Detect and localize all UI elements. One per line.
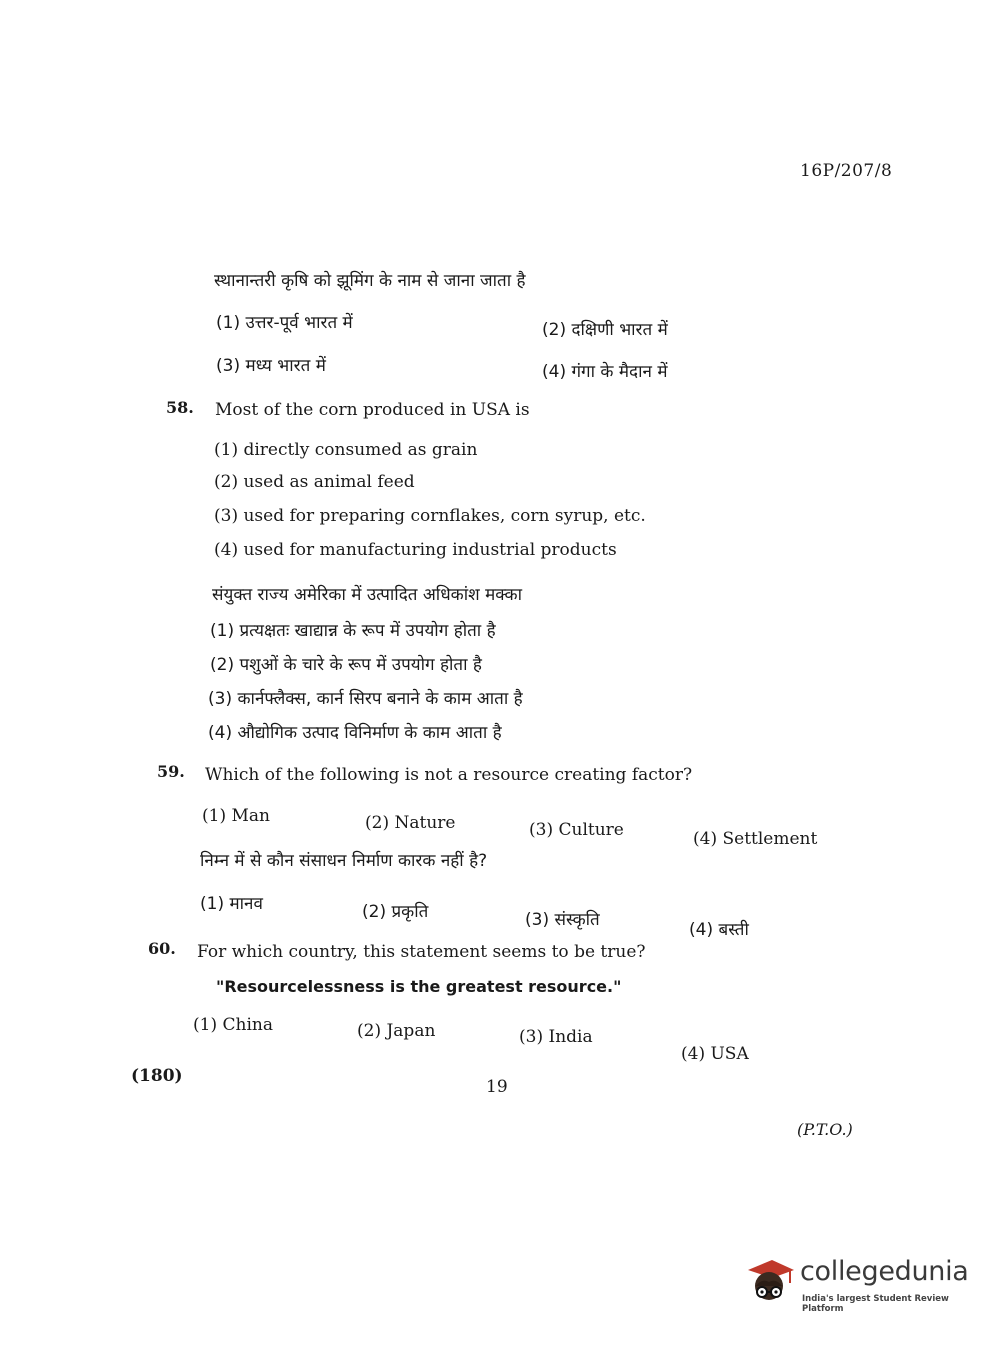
q59-hindi-text: निम्न में से कौन संसाधन निर्माण कारक नहीं है? xyxy=(200,851,488,871)
q60-option-1: (1) China xyxy=(193,1015,273,1035)
q58-question-text: Most of the corn produced in USA is xyxy=(215,400,530,420)
q60-option-3: (3) India xyxy=(519,1027,593,1047)
q58-hindi-option-1: (1) प्रत्यक्षतः खाद्यान्न के रूप में उपयोग होता है xyxy=(210,621,496,641)
q60-quote: "Resourcelessness is the greatest resource." xyxy=(216,977,622,996)
q60-option-2: (2) Japan xyxy=(357,1021,436,1041)
paper-code: 16P/207/8 xyxy=(800,161,893,181)
q59-question-text: Which of the following is not a resource creating factor? xyxy=(205,765,693,785)
q57-hindi-option-1: (1) उत्तर-पूर्व भारत में xyxy=(216,313,353,333)
q60-number: 60. xyxy=(148,939,176,958)
q58-option-2: (2) used as animal feed xyxy=(214,472,415,492)
q58-number: 58. xyxy=(166,398,194,417)
logo-name: collegedunia xyxy=(800,1256,969,1287)
logo-tagline: India's largest Student Review Platform xyxy=(802,1294,949,1314)
q58-option-1: (1) directly consumed as grain xyxy=(214,440,478,460)
question-count: (180) xyxy=(131,1066,183,1086)
q57-hindi-option-3: (3) मध्य भारत में xyxy=(216,356,326,376)
q57-hindi-option-4: (4) गंगा के मैदान में xyxy=(542,362,668,382)
q59-hindi-option-3: (3) संस्कृति xyxy=(525,910,600,930)
q58-hindi-option-2: (2) पशुओं के चारे के रूप में उपयोग होता है xyxy=(210,655,482,675)
q60-question-text: For which country, this statement seems to be true? xyxy=(197,942,646,962)
q59-hindi-option-4: (4) बस्ती xyxy=(689,920,749,940)
mascot-icon xyxy=(742,1256,796,1308)
pto-note: (P.T.O.) xyxy=(797,1120,853,1139)
q58-hindi-option-3: (3) कार्नफ्लैक्स, कार्न सिरप बनाने के काम आता है xyxy=(208,689,523,709)
q58-option-3: (3) used for preparing cornflakes, corn syrup, etc. xyxy=(214,506,646,526)
q59-hindi-option-1: (1) मानव xyxy=(200,894,263,914)
q57-hindi-text: स्थानान्तरी कृषि को झूमिंग के नाम से जाना जाता है xyxy=(214,271,526,291)
q57-hindi-option-2: (2) दक्षिणी भारत में xyxy=(542,320,668,340)
q58-option-4: (4) used for manufacturing industrial products xyxy=(214,540,617,560)
q58-hindi-text: संयुक्त राज्य अमेरिका में उत्पादित अधिकांश मक्का xyxy=(212,585,522,605)
q59-option-4: (4) Settlement xyxy=(693,829,818,849)
collegedunia-logo xyxy=(742,1250,972,1312)
q59-option-1: (1) Man xyxy=(202,806,270,826)
q59-hindi-option-2: (2) प्रकृति xyxy=(362,902,429,922)
q58-hindi-option-4: (4) औद्योगिक उत्पाद विनिर्माण के काम आता है xyxy=(208,723,502,743)
page-number: 19 xyxy=(486,1077,508,1097)
q59-option-2: (2) Nature xyxy=(365,813,456,833)
q59-number: 59. xyxy=(157,762,185,781)
q60-option-4: (4) USA xyxy=(681,1044,749,1064)
q59-option-3: (3) Culture xyxy=(529,820,624,840)
